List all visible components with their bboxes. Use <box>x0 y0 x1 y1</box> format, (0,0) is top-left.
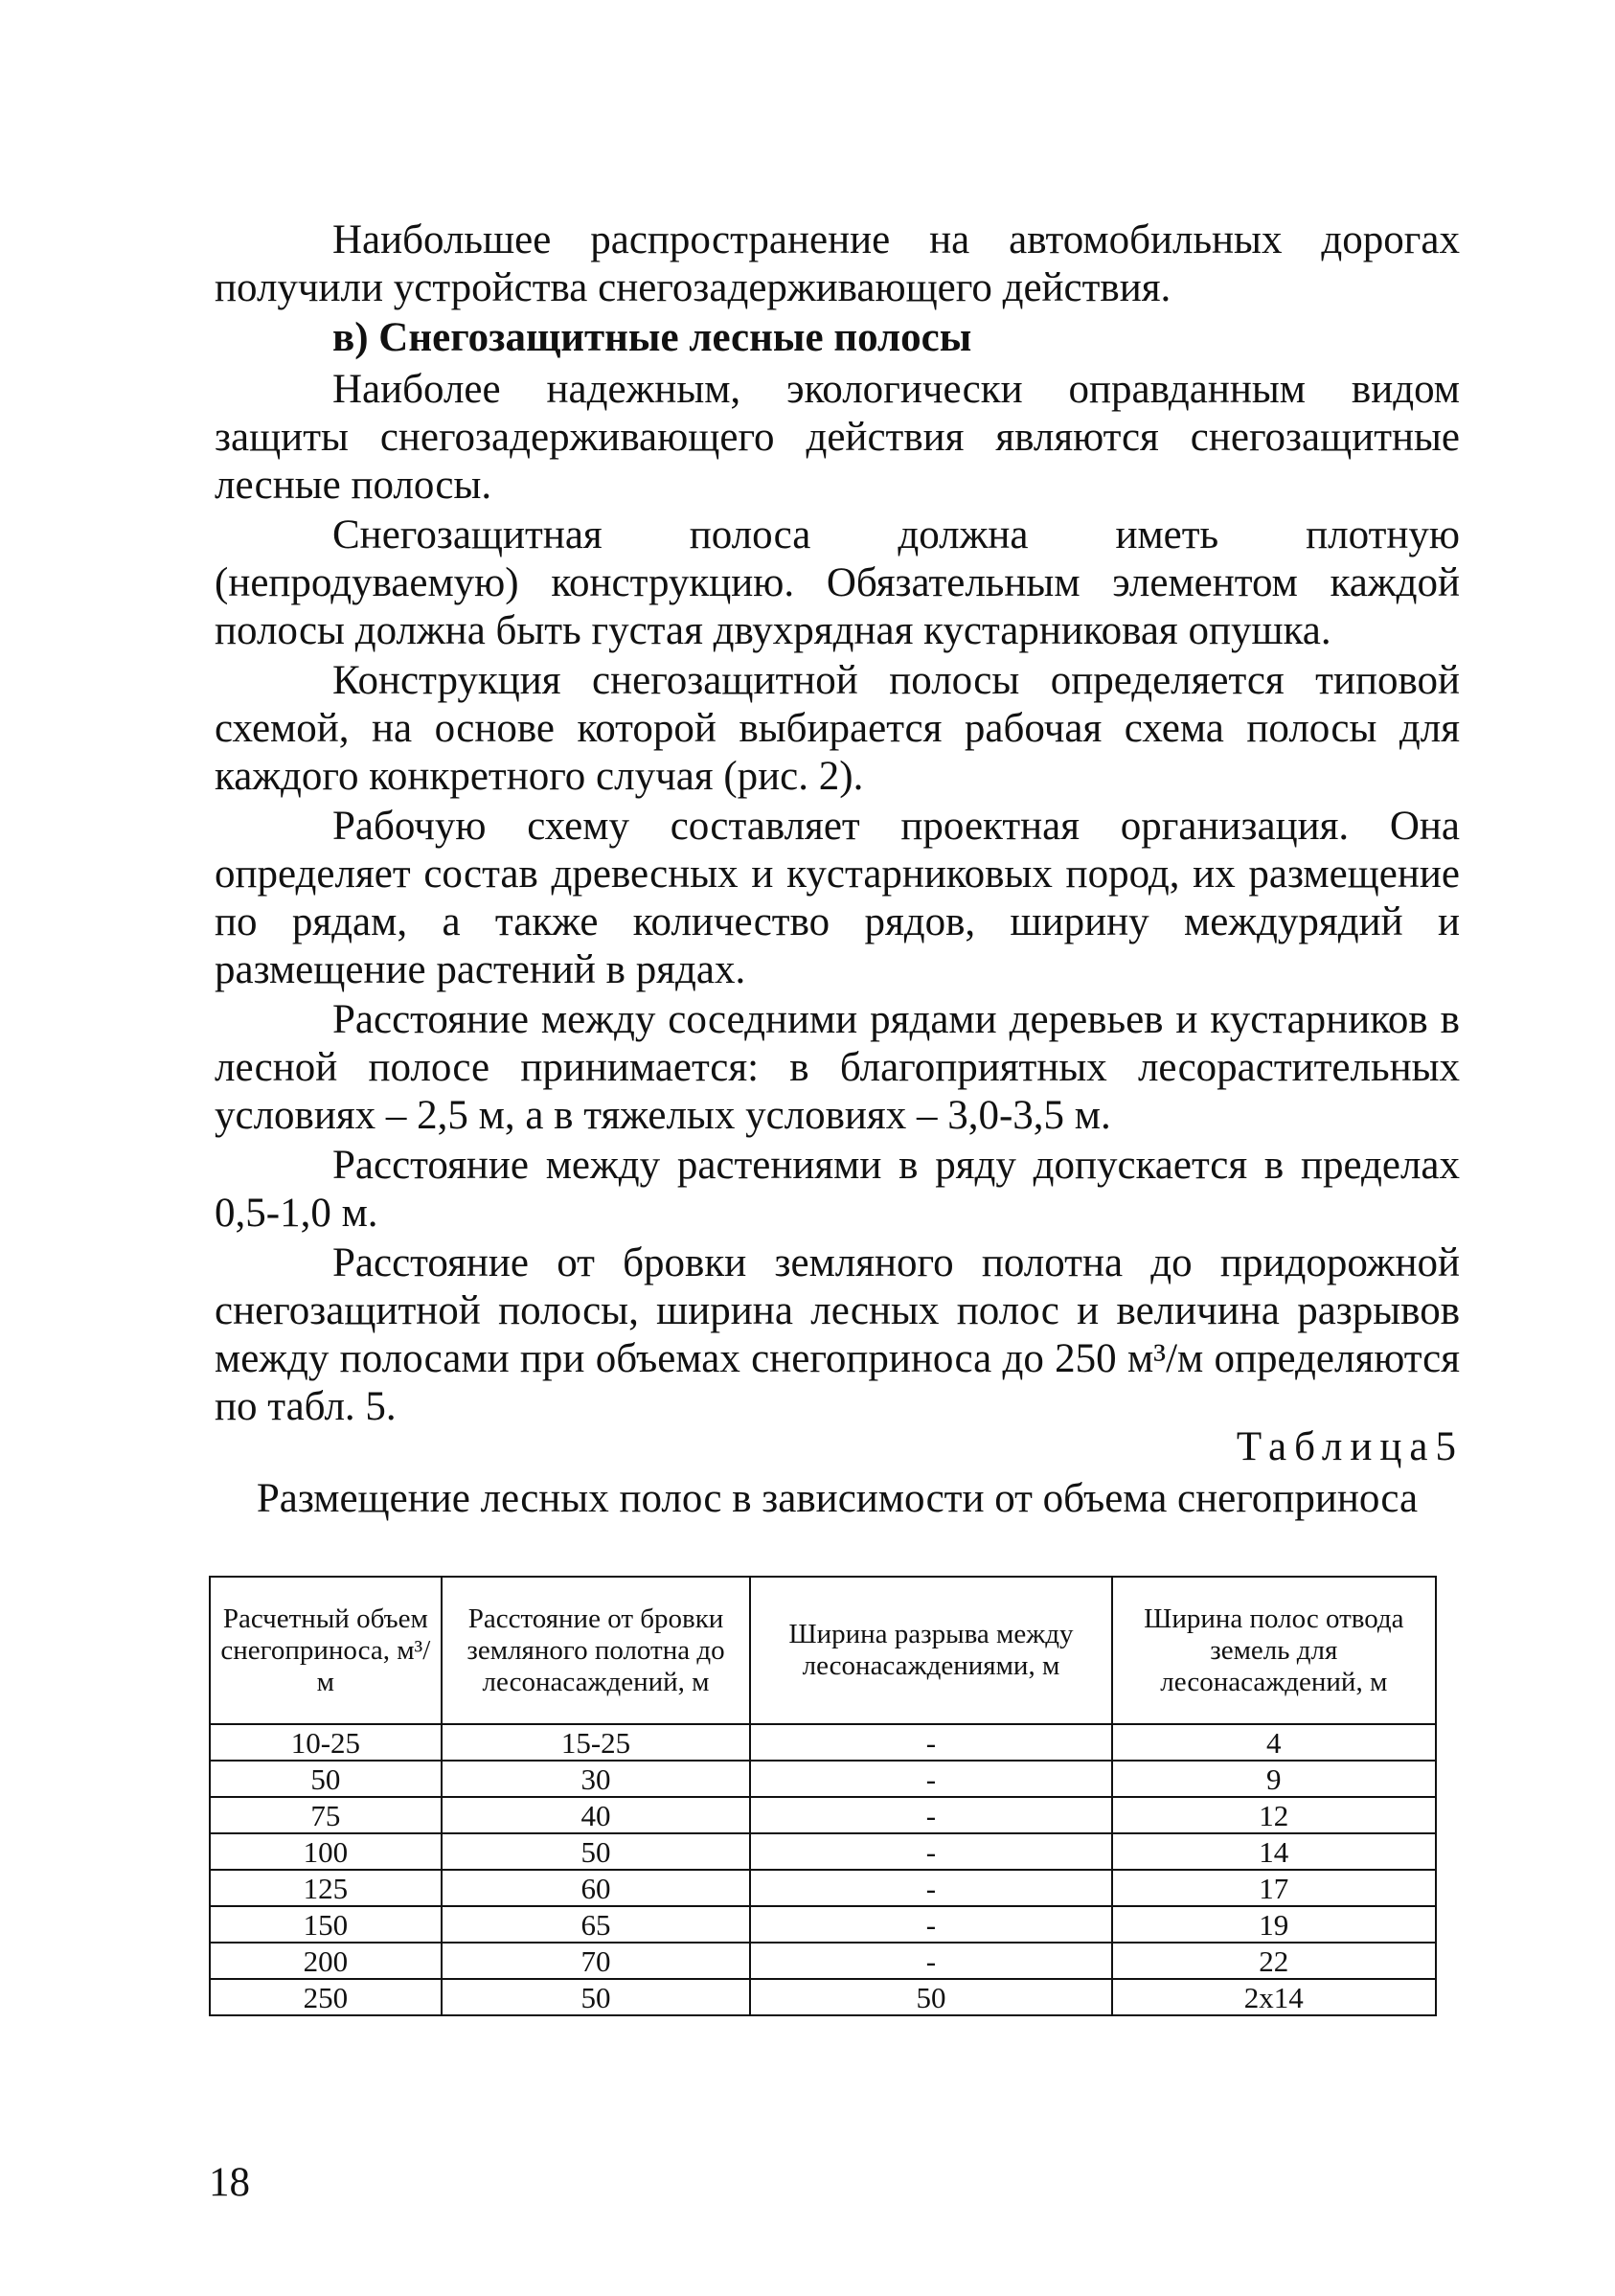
table-cell: 100 <box>210 1833 442 1870</box>
table-cell: 50 <box>442 1979 751 2015</box>
table-cell: 50 <box>750 1979 1111 2015</box>
table-cell: 9 <box>1112 1761 1436 1797</box>
table-row <box>210 1797 1436 1833</box>
table-cell: - <box>750 1833 1111 1870</box>
paragraph: Расстояние между соседними рядами деревьев и кустарников в лесной полосе принимается: в благоприятных лесорастительных условиях – 2,5 м, а в тяжелых условиях – 3,0-3,5 м. <box>215 997 1460 1138</box>
paragraph: Наиболее надежным, экологически оправданным видом защиты снегозадерживающего действия являются снегозащитные лесные полосы. <box>215 367 1460 508</box>
table-cell: 4 <box>1112 1724 1436 1761</box>
header-strip-width: Ширина полос отвода земель для лесонасаждений, м <box>1112 1577 1436 1724</box>
table-cell: 200 <box>210 1943 442 1979</box>
header-volume: Расчетный объем снегоприноса, м³/м <box>210 1577 442 1724</box>
table-cell: 17 <box>1112 1870 1436 1906</box>
table-cell: 2x14 <box>1112 1979 1436 2015</box>
table-cell: 50 <box>442 1833 751 1870</box>
paragraph: Расстояние от бровки земляного полотна до придорожной снегозащитной полосы, ширина лесных полос и величина разрывов между полосами при объемах снегоприноса до 250 м³/м определяются по табл. 5. <box>215 1240 1460 1429</box>
table-cell: 60 <box>442 1870 751 1906</box>
table-row <box>210 1761 1436 1797</box>
paragraph: Конструкция снегозащитной полосы определяется типовой схемой, на основе которой выбирается рабочая схема полосы для каждого конкретного случая (рис. 2). <box>215 658 1460 799</box>
table-cell: - <box>750 1797 1111 1833</box>
table-title: Размещение лесных полос в зависимости от объема снегоприноса <box>256 1476 1419 1521</box>
table-row <box>210 1943 1436 1979</box>
page-number: 18 <box>209 2160 250 2205</box>
table-row <box>210 1833 1436 1870</box>
table-cell: - <box>750 1761 1111 1797</box>
table-cell: 150 <box>210 1906 442 1943</box>
table-row <box>210 1724 1436 1761</box>
table-cell: 22 <box>1112 1943 1436 1979</box>
table-cell: 12 <box>1112 1797 1436 1833</box>
table-cell: 75 <box>210 1797 442 1833</box>
header-gap-width: Ширина разрыва между лесонасаждениями, м <box>750 1577 1111 1724</box>
table-cell: 65 <box>442 1906 751 1943</box>
table-label: Таблица5 <box>1236 1424 1464 1469</box>
table-cell: - <box>750 1943 1111 1979</box>
table-cell: 125 <box>210 1870 442 1906</box>
body-text <box>215 216 1460 1433</box>
paragraph: Снегозащитная полоса должна иметь плотную (непродуваемую) конструкцию. Обязательным элементом каждой полосы должна быть густая двухрядная кустарниковая опушка. <box>215 512 1460 653</box>
table-header-row <box>210 1577 1436 1724</box>
table-cell: 19 <box>1112 1906 1436 1943</box>
table-cell: 250 <box>210 1979 442 2015</box>
table-cell: 10-25 <box>210 1724 442 1761</box>
table-cell: 40 <box>442 1797 751 1833</box>
table-cell: 30 <box>442 1761 751 1797</box>
paragraph: Рабочую схему составляет проектная организация. Она определяет состав древесных и кустарниковых пород, их размещение по рядам, а также количество рядов, ширину междурядий и размещение растений в рядах. <box>215 804 1460 992</box>
table-cell: 50 <box>210 1761 442 1797</box>
table-cell: 15-25 <box>442 1724 751 1761</box>
table-cell: 70 <box>442 1943 751 1979</box>
paragraph: Расстояние между растениями в ряду допускается в пределах 0,5-1,0 м. <box>215 1143 1460 1236</box>
data-table <box>209 1576 1437 2016</box>
header-distance: Расстояние от бровки земляного полотна до лесонасаждений, м <box>442 1577 751 1724</box>
table-cell: - <box>750 1870 1111 1906</box>
table-cell: - <box>750 1724 1111 1761</box>
paragraph: Наибольшее распространение на автомобильных дорогах получили устройства снегозадерживающего действия. <box>215 217 1460 310</box>
section-heading: в) Снегозащитные лесные полосы <box>332 315 972 360</box>
table-cell: - <box>750 1906 1111 1943</box>
table-row <box>210 1906 1436 1943</box>
table-row <box>210 1979 1436 2015</box>
table-cell: 14 <box>1112 1833 1436 1870</box>
table-row <box>210 1870 1436 1906</box>
